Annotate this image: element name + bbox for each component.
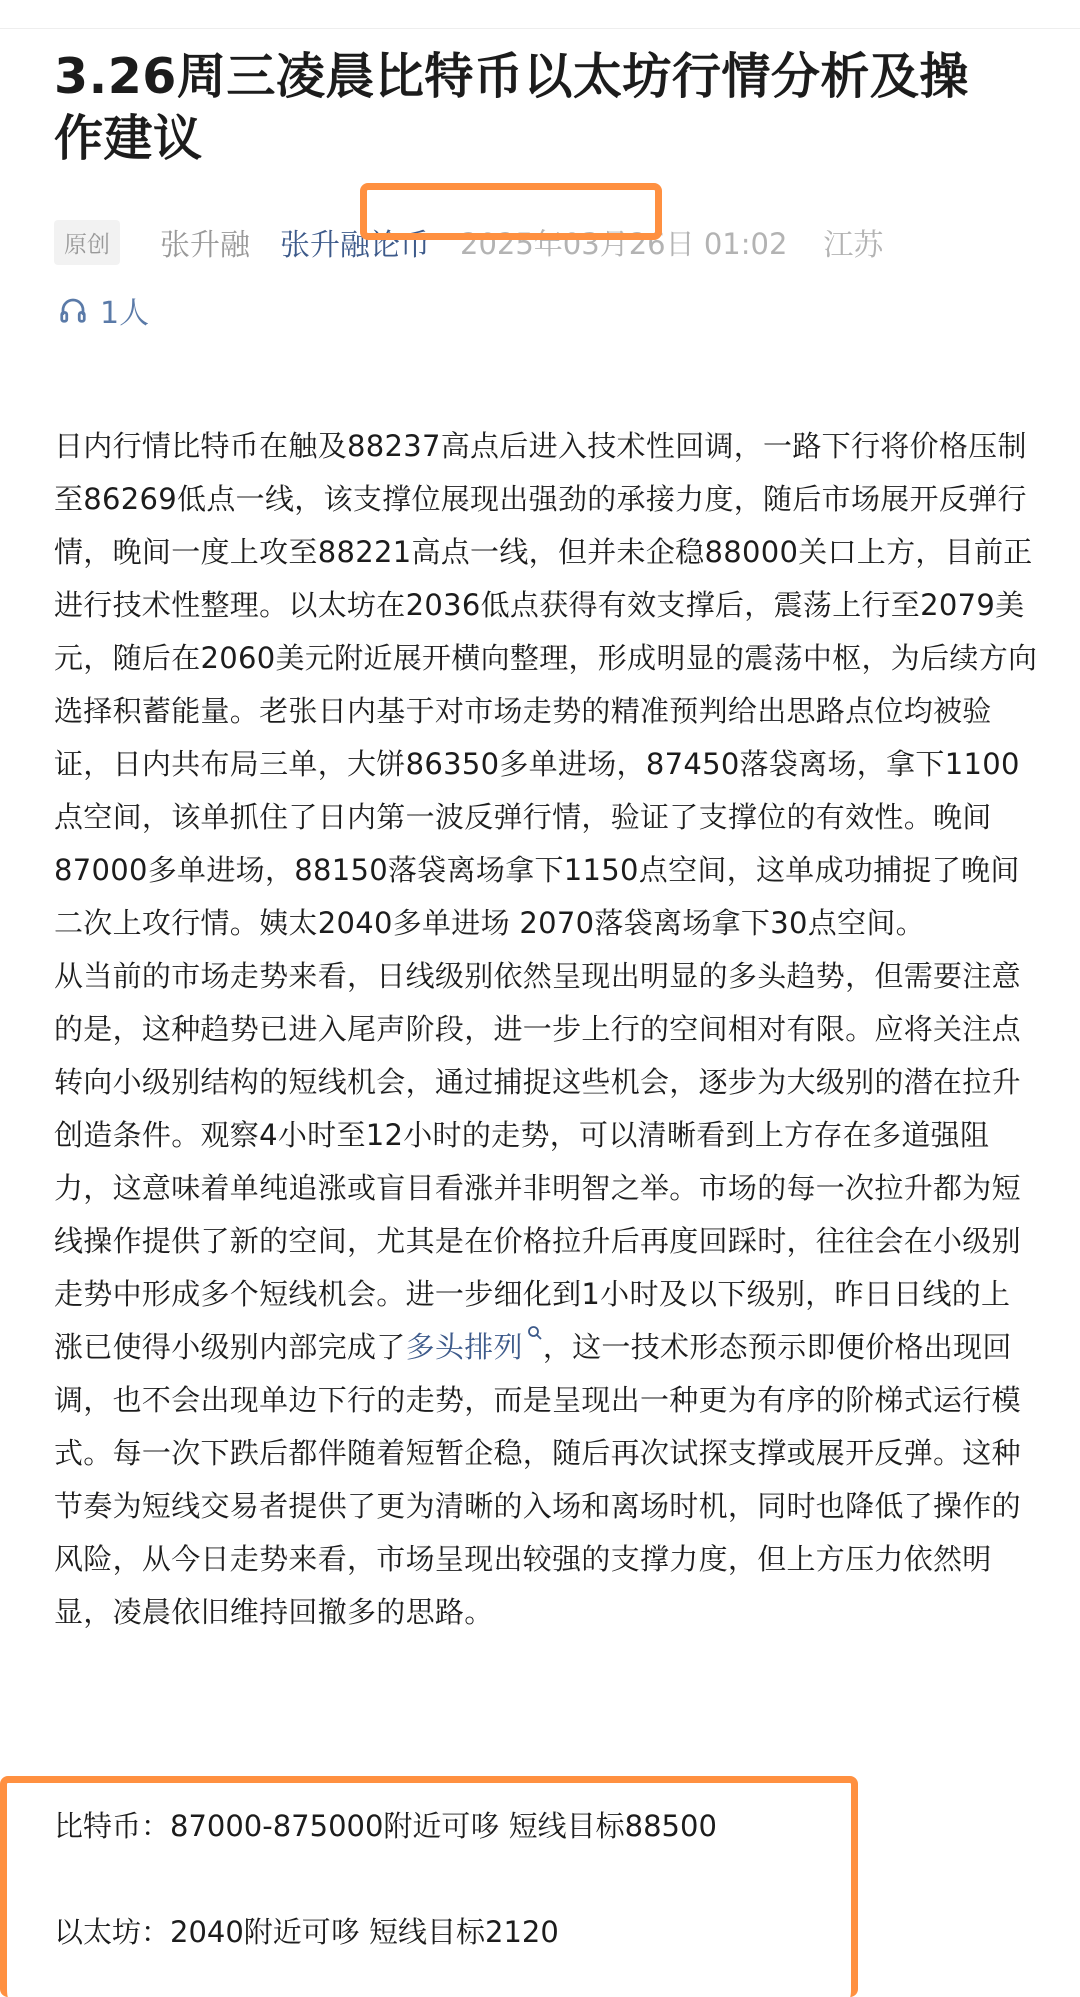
headphones-icon [58, 295, 88, 325]
advice-highlight-box [0, 1776, 858, 1997]
date-highlight-box [360, 183, 662, 240]
top-divider [0, 28, 1080, 29]
account-name-link[interactable]: 张升融论币 [280, 228, 430, 263]
keyword-search-link[interactable] [406, 1330, 543, 1364]
ip-region: 江苏 [823, 228, 884, 263]
listen-count[interactable] [58, 288, 149, 332]
article-body [54, 420, 1039, 1639]
paragraph-1: 日内行情比特币在触及88237高点后进入技术性回调，一路下行将价格压制至86269低点一线，该支撑位展现出强劲的承接力度，随后市场展开反弹行情，晚间一度上攻至88221高点一线，但并未企稳88000关口上方，目前正进行技术性整理。以太坊在2036低点获得有效支撑后，震荡上行至2079美元，随后在2060美元附近展开横向整理，形成明显的震荡中枢，为后续方向选择积蓄能量。老张日内基于对市场走势的精准预判给出思路点位均被验证，日内共布局三单，大饼86350多单进场，87450落袋离场，拿下1100点空间，该单抓住了日内第一波反弹行情，验证了支撑位的有效性。晚间87000多单进场，88150落袋离场拿下1150点空间，这单成功捕捉了晚间二次上攻行情。姨太2040多单进场 2070落袋离场拿下30点空间。 [54, 429, 1038, 940]
paragraph-2 [54, 950, 1039, 1639]
keyword-text: 多头排列 [405, 1330, 523, 1364]
paragraph-2-text-b: ，这一技术形态预示即便价格出现回调，也不会出现单边下行的走势，而是呈现出一种更为有序的阶梯式运行模式。每一次下跌后都伴随着短暂企稳，随后再次试探支撑或展开反弹。这种节奏为短线交易者提供了更为清晰的入场和离场时机，同时也降低了操作的风险，从今日走势来看，市场呈现出较强的支撑力度，但上方压力依然明显，凌晨依旧维持回撤多的思路。 [54, 1330, 1021, 1629]
author-name[interactable]: 张升融 [160, 228, 250, 263]
original-badge: 原创 [54, 220, 120, 265]
btc-advice: 比特币：87000-875000附近可哆 短线目标88500 [54, 1809, 717, 1843]
paragraph-2-text-a: 从当前的市场走势来看，日线级别依然呈现出明显的多头趋势，但需要注意的是，这种趋势已进入尾声阶段，进一步上行的空间相对有限。应将关注点转向小级别结构的短线机会，通过捕捉这些机会，逐步为大级别的潜在拉升创造条件。观察4小时至12小时的走势，可以清晰看到上方存在多道强阻力，这意味着单纯追涨或盲目看涨并非明智之举。市场的每一次拉升都为短线操作提供了新的空间，尤其是在价格拉升后再度回踩时，往往会在小级别走势中形成多个短线机会。进一步细化到1小时及以下级别，昨日日线的上涨已使得小级别内部完成了 [54, 959, 1021, 1364]
article-title: 3.26周三凌晨比特币以太坊行情分析及操作建议 [54, 48, 969, 167]
search-icon [527, 1325, 543, 1341]
publish-date: 2025年03月26日 01:02 [460, 226, 788, 261]
eth-advice: 以太坊：2040附近可哆 短线目标2120 [54, 1915, 559, 1949]
listener-count: 1人 [100, 296, 150, 331]
